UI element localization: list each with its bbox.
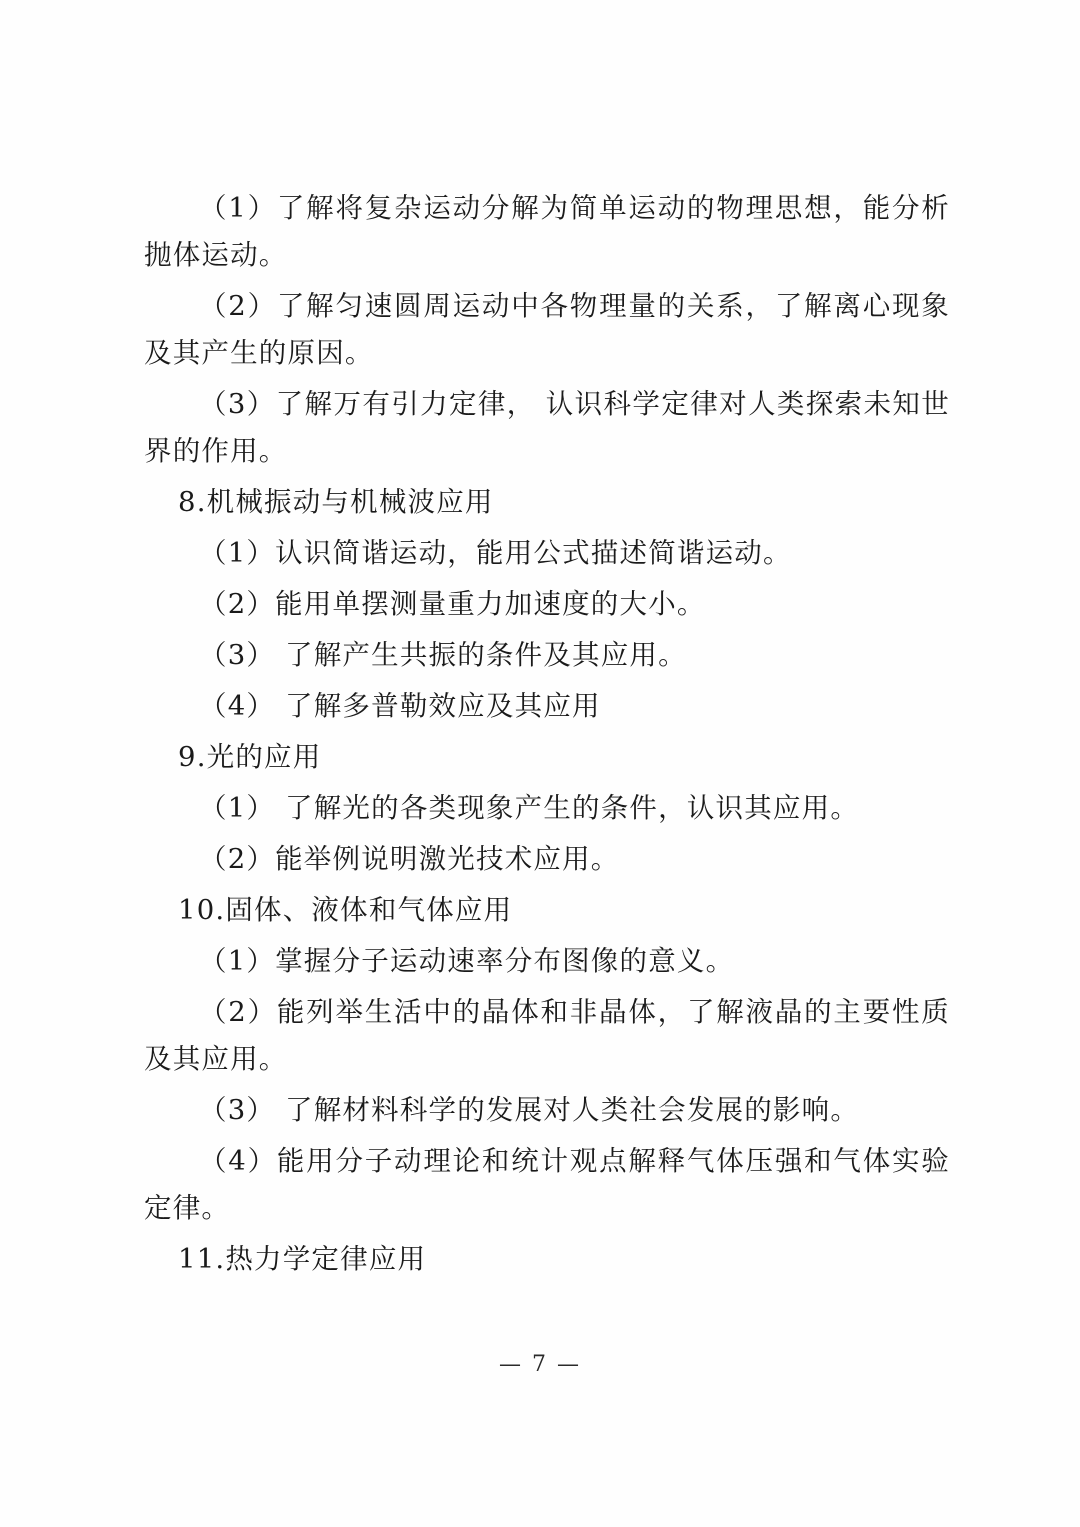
paragraph: （3） 了解产生共振的条件及其应用。 xyxy=(199,639,687,671)
section-heading-10: 10.固体、液体和气体应用 xyxy=(178,894,513,926)
page-body xyxy=(144,185,950,1287)
section-heading-11: 11.热力学定律应用 xyxy=(178,1243,427,1275)
page-number: — 7 — xyxy=(499,1352,581,1377)
paragraph: （2）能用单摆测量重力加速度的大小。 xyxy=(199,588,706,620)
paragraph: （2）能举例说明激光技术应用。 xyxy=(199,843,620,875)
paragraph: （4）能用分子动理论和统计观点解释气体压强和气体实验定律。 xyxy=(144,1145,950,1224)
paragraph: （1） 了解光的各类现象产生的条件，认识其应用。 xyxy=(199,792,860,824)
paragraph: （1）了解将复杂运动分解为简单运动的物理思想，能分析抛体运动。 xyxy=(144,192,950,271)
section-heading-9: 9.光的应用 xyxy=(178,741,322,773)
paragraph: （2）了解匀速圆周运动中各物理量的关系，了解离心现象及其产生的原因。 xyxy=(144,290,950,369)
paragraph: （2）能列举生活中的晶体和非晶体，了解液晶的主要性质及其应用。 xyxy=(144,996,950,1075)
paragraph: （1）认识简谐运动，能用公式描述简谐运动。 xyxy=(199,537,792,569)
paragraph: （3）了解万有引力定律， 认识科学定律对人类探索未知世界的作用。 xyxy=(144,388,950,467)
section-heading-8: 8.机械振动与机械波应用 xyxy=(178,486,494,518)
paragraph: （3） 了解材料科学的发展对人类社会发展的影响。 xyxy=(199,1094,860,1126)
paragraph: （1）掌握分子运动速率分布图像的意义。 xyxy=(199,945,735,977)
paragraph: （4） 了解多普勒效应及其应用 xyxy=(199,690,601,722)
